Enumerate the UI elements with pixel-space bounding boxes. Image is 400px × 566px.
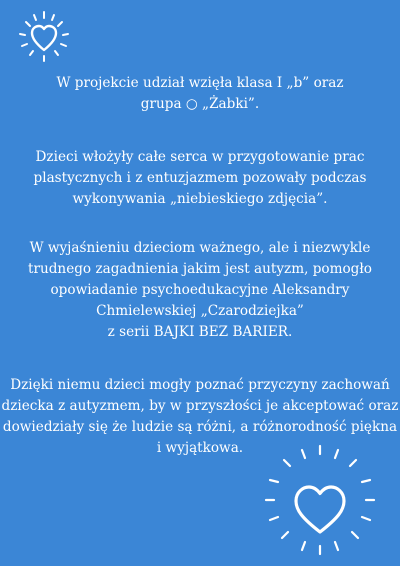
heart-sparkle-icon (12, 8, 76, 64)
paragraph-story: W wyjaśnieniu dzieciom ważnego, ale i niezwykle trudnego zagadnienia jakim jest autyzm, pomogło opowiadanie psychoedukacyjne Aleksandry Chmielewskiej „Czarodziejka” z serii BAJKI BEZ BARIER. (28, 240, 372, 340)
paragraph-intro: W projekcie udział wzięła klasa I „b” oraz grupa ○ „Żabki”. (56, 75, 344, 112)
paragraph-outcome: Dzięki niemu dzieci mogły poznać przyczyny zachowań dziecka z autyzmem, by w przyszłości je akceptować oraz dowiedziały się że ludzie są różni, a różnorodność piękna i wyjątkowa. (1, 377, 399, 456)
paragraph-artwork: Dzieci włożyły całe serca w przygotowanie prac plastycznych i z entuzjazmem pozowały podczas wykonywania „niebieskiego zdjęcia”. (33, 149, 367, 207)
heart-sparkle-icon (250, 440, 390, 560)
